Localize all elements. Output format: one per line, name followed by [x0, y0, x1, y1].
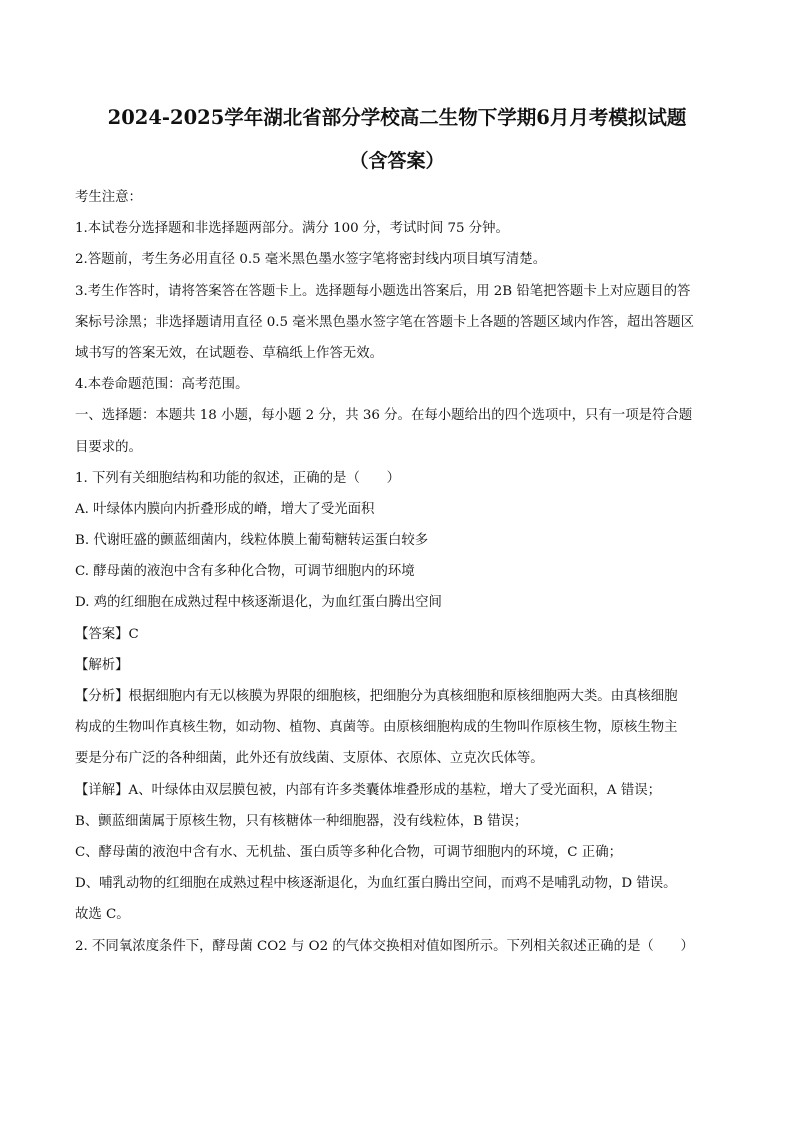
- detail-line-4: D、哺乳动物的红细胞在成熟过程中核逐渐退化，为血红蛋白腾出空间，而鸡不是哺乳动物，D 错误。: [75, 876, 677, 892]
- notice-item-3-line-1: 3.考生作答时，请将答案答在答题卡上。选择题每小题选出答案后，用 2B 铅笔把答题卡上对应题目的答: [75, 283, 691, 299]
- notice-item-2: 2.答题前，考生务必用直径 0.5 毫米黑色墨水签字笔将密封线内项目填写清楚。: [75, 252, 547, 268]
- document-title: 2024-2025学年湖北省部分学校高二生物下学期6月月考模拟试题: [107, 106, 687, 129]
- analysis-label: 【解析】: [75, 657, 129, 673]
- analysis-line-1: 【分析】根据细胞内有无以核膜为界限的细胞核，把细胞分为真核细胞和原核细胞两大类。由真核细胞: [75, 689, 678, 704]
- question-2-stem: 2. 不同氧浓度条件下，酵母菌 CO2 与 O2 的气体交换相对值如图所示。下列相关叙述正确的是（ ）: [75, 938, 694, 954]
- question-1-option-d: D. 鸡的红细胞在成熟过程中核逐渐退化，为血红蛋白腾出空间: [75, 595, 442, 611]
- section-heading-line-2: 目要求的。: [75, 439, 142, 455]
- detail-line-1: 【详解】A、叶绿体由双层膜包被，内部有许多类囊体堆叠形成的基粒，增大了受光面积，A 错误；: [75, 782, 662, 798]
- question-1-option-a: A. 叶绿体内膜向内折叠形成的嵴，增大了受光面积: [75, 501, 375, 517]
- choice-conclusion: 故选 C。: [75, 907, 130, 923]
- notice-heading: 考生注意：: [75, 190, 142, 205]
- notice-item-3-line-2: 案标号涂黑；非选择题请用直径 0.5 毫米黑色墨水签字笔在答题卡上各题的答题区域内作答，超出答题区: [75, 314, 694, 330]
- question-1-stem: 1. 下列有关细胞结构和功能的叙述，正确的是（ ）: [75, 470, 401, 486]
- notice-item-4: 4.本卷命题范围：高考范围。: [75, 377, 249, 393]
- notice-item-3-line-3: 域书写的答案无效，在试题卷、草稿纸上作答无效。: [75, 345, 383, 361]
- question-1-option-b: B. 代谢旺盛的颤蓝细菌内，线粒体膜上葡萄糖转运蛋白较多: [75, 533, 429, 549]
- document-subtitle: （含答案）: [349, 150, 445, 172]
- question-1-option-c: C. 酵母菌的液泡中含有多种化合物，可调节细胞内的环境: [75, 564, 415, 580]
- analysis-line-2: 构成的生物叫作真核生物，如动物、植物、真菌等。由原核细胞构成的生物叫作原核生物，原核生物主: [75, 720, 678, 736]
- document-body: [75, 182, 725, 962]
- notice-item-1: 1.本试卷分选择题和非选择题两部分。满分 100 分，考试时间 75 分钟。: [75, 221, 509, 237]
- detail-line-2: B、颤蓝细菌属于原核生物，只有核糖体一种细胞器，没有线粒体，B 错误；: [75, 813, 528, 829]
- answer-label: 【答案】C: [75, 626, 139, 642]
- detail-line-3: C、酵母菌的液泡中含有水、无机盐、蛋白质等多种化合物，可调节细胞内的环境，C 正确；: [75, 844, 622, 860]
- analysis-line-3: 要是分布广泛的各种细菌，此外还有放线菌、支原体、衣原体、立克次氏体等。: [75, 751, 544, 767]
- section-heading-line-1: 一、选择题：本题共 18 小题，每小题 2 分，共 36 分。在每小题给出的四个选项中，只有一项是符合题: [75, 408, 693, 424]
